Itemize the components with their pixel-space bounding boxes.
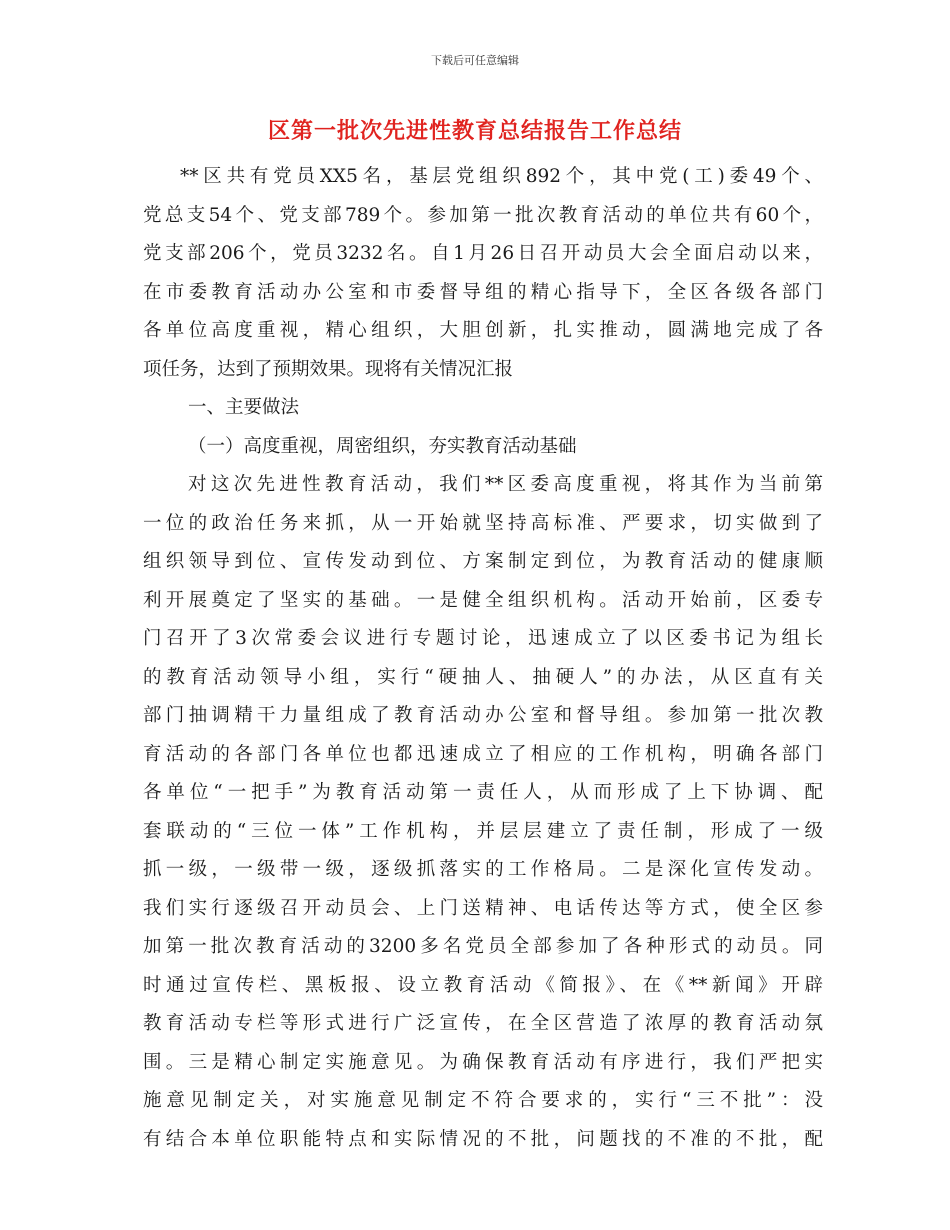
paragraph-line: 门召开了3次常委会议进行专题讨论，迅速成立了以区委书记为组长 [143, 628, 823, 649]
paragraph-line: 时通过宣传栏、黑板报、设立教育活动《简报》、在《**新闻》开辟 [143, 974, 823, 996]
paragraph-line: 项任务，达到了预期效果。现将有关情况汇报 [143, 358, 514, 380]
paragraph-line: 党支部206个，党员3232名。自1月26日召开动员大会全面启动以来， [143, 243, 823, 264]
paragraph-line: 施意见制定关，对实施意见制定不符合要求的，实行“三不批”：没 [143, 1090, 823, 1111]
paragraph-line: 有结合本单位职能特点和实际情况的不批，问题找的不准的不批，配 [143, 1128, 823, 1150]
header-note: 下载后可任意编辑 [431, 54, 519, 67]
paragraph-line: 加第一批次教育活动的3200多名党员全部参加了各种形式的动员。同 [143, 936, 823, 957]
paragraph-line: 的教育活动领导小组，实行“硬抽人、抽硬人”的办法，从区直有关 [143, 666, 823, 688]
paragraph-line: 教育活动专栏等形式进行广泛宣传，在全区营造了浓厚的教育活动氛 [143, 1013, 823, 1034]
paragraph-line: 抓一级，一级带一级，逐级抓落实的工作格局。二是深化宣传发动。 [143, 859, 823, 880]
paragraph-line: 套联动的“三位一体”工作机构，并层层建立了责任制，形成了一级 [143, 820, 823, 842]
paragraph-line: 我们实行逐级召开动员会、上门送精神、电话传达等方式，使全区参 [143, 897, 823, 919]
paragraph-line: 一位的政治任务来抓，从一开始就坚持高标准、严要求，切实做到了 [143, 512, 823, 534]
paragraph-line: 利开展奠定了坚实的基础。一是健全组织机构。活动开始前，区委专 [143, 589, 823, 611]
paragraph-line: 党总支54个、党支部789个。参加第一批次教育活动的单位共有60个， [143, 204, 823, 226]
paragraph-line: 在市委教育活动办公室和市委督导组的精心指导下，全区各级各部门 [143, 281, 823, 303]
paragraph-line: 育活动的各部门各单位也都迅速成立了相应的工作机构，明确各部门 [143, 743, 823, 765]
paragraph-line: 部门抽调精干力量组成了教育活动办公室和督导组。参加第一批次教 [143, 705, 823, 726]
paragraph-line: 对这次先进性教育活动，我们**区委高度重视，将其作为当前第 [188, 474, 823, 495]
paragraph-line: 各单位高度重视，精心组织，大胆创新，扎实推动，圆满地完成了各 [143, 320, 823, 341]
paragraph-line: 组织领导到位、宣传发动到位、方案制定到位，为教育活动的健康顺 [143, 551, 823, 572]
section-heading: 一、主要做法 [188, 397, 300, 418]
paragraph-line: **区共有党员XX5名，基层党组织892个，其中党(工)委49个、 [180, 166, 823, 187]
paragraph-line: 围。三是精心制定实施意见。为确保教育活动有序进行，我们严把实 [143, 1051, 823, 1073]
subsection-heading: （一）高度重视，周密组织，夯实教育活动基础 [188, 435, 577, 457]
document-body [143, 158, 823, 1159]
document-title: 区第一批次先进性教育总结报告工作总结 [267, 119, 682, 144]
paragraph-line: 各单位“一把手”为教育活动第一责任人，从而形成了上下协调、配 [143, 782, 823, 803]
